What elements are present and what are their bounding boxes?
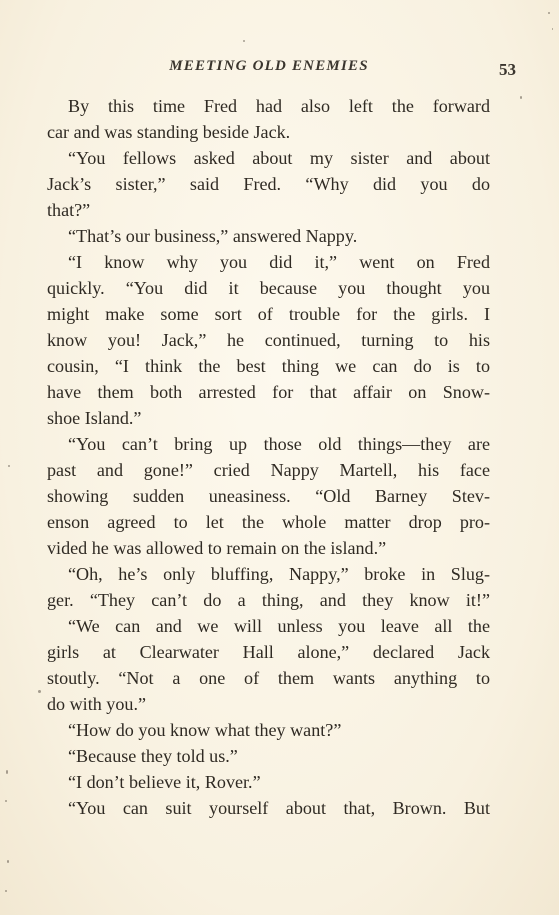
paragraph: [47, 561, 490, 613]
paper-speck: [7, 860, 9, 863]
text-line: know you! Jack,” he continued, turning to his: [47, 330, 490, 350]
paper-speck: [548, 12, 550, 14]
paper-speck: [5, 890, 7, 892]
text-line: enson agreed to let the whole matter drop pro-: [47, 512, 490, 532]
text-line: “You can suit yourself about that, Brown. But: [68, 798, 490, 818]
paragraph: [47, 93, 490, 145]
paragraph: [47, 717, 490, 743]
body-text: [47, 93, 490, 821]
text-line: “I know why you did it,” went on Fred: [68, 252, 490, 272]
text-line: do with you.”: [47, 694, 147, 714]
paper-speck: [8, 465, 10, 467]
text-line: stoutly. “Not a one of them wants anything to: [47, 668, 490, 688]
text-line: ger. “They can’t do a thing, and they know it!”: [47, 590, 490, 610]
text-line: “How do you know what they want?”: [68, 720, 342, 740]
paragraph: [47, 795, 490, 821]
paper-speck: [552, 28, 553, 30]
text-line: quickly. “You did it because you thought you: [47, 278, 490, 298]
page-header: [46, 58, 516, 84]
text-line: car and was standing beside Jack.: [47, 122, 291, 142]
text-line: have them both arrested for that affair on Snow-: [47, 382, 490, 402]
text-line: cousin, “I think the best thing we can do is to: [47, 356, 490, 376]
text-line: “Because they told us.”: [68, 746, 238, 766]
paper-speck: [5, 800, 7, 802]
text-line: shoe Island.”: [47, 408, 142, 428]
text-line: “I don’t believe it, Rover.”: [68, 772, 261, 792]
paragraph: [47, 431, 490, 561]
paragraph: [47, 223, 490, 249]
paragraph: [47, 613, 490, 717]
paper-speck: [6, 770, 8, 774]
paragraph: [47, 769, 490, 795]
text-line: “We can and we will unless you leave all the: [68, 616, 490, 636]
text-line: “Oh, he’s only bluffing, Nappy,” broke in Slug-: [68, 564, 490, 584]
text-line: past and gone!” cried Nappy Martell, his face: [47, 460, 490, 480]
paper-speck: [38, 690, 41, 693]
text-line: By this time Fred had also left the forward: [68, 96, 490, 116]
running-head: MEETING OLD ENEMIES: [169, 58, 369, 74]
text-line: Jack’s sister,” said Fred. “Why did you do: [47, 174, 490, 194]
paragraph: [47, 249, 490, 431]
paragraph: [47, 743, 490, 769]
text-line: girls at Clearwater Hall alone,” declared Jack: [47, 642, 490, 662]
text-line: vided he was allowed to remain on the island.”: [47, 538, 387, 558]
paper-speck: [520, 96, 522, 99]
text-line: that?”: [47, 200, 91, 220]
page-number: 53: [499, 60, 516, 79]
text-line: showing sudden uneasiness. “Old Barney Stev-: [47, 486, 490, 506]
paper-speck: [243, 40, 245, 42]
text-line: “You fellows asked about my sister and about: [68, 148, 490, 168]
text-line: “You can’t bring up those old things—they are: [68, 434, 490, 454]
text-line: “That’s our business,” answered Nappy.: [68, 226, 358, 246]
text-line: might make some sort of trouble for the girls. I: [47, 304, 490, 324]
paragraph: [47, 145, 490, 223]
